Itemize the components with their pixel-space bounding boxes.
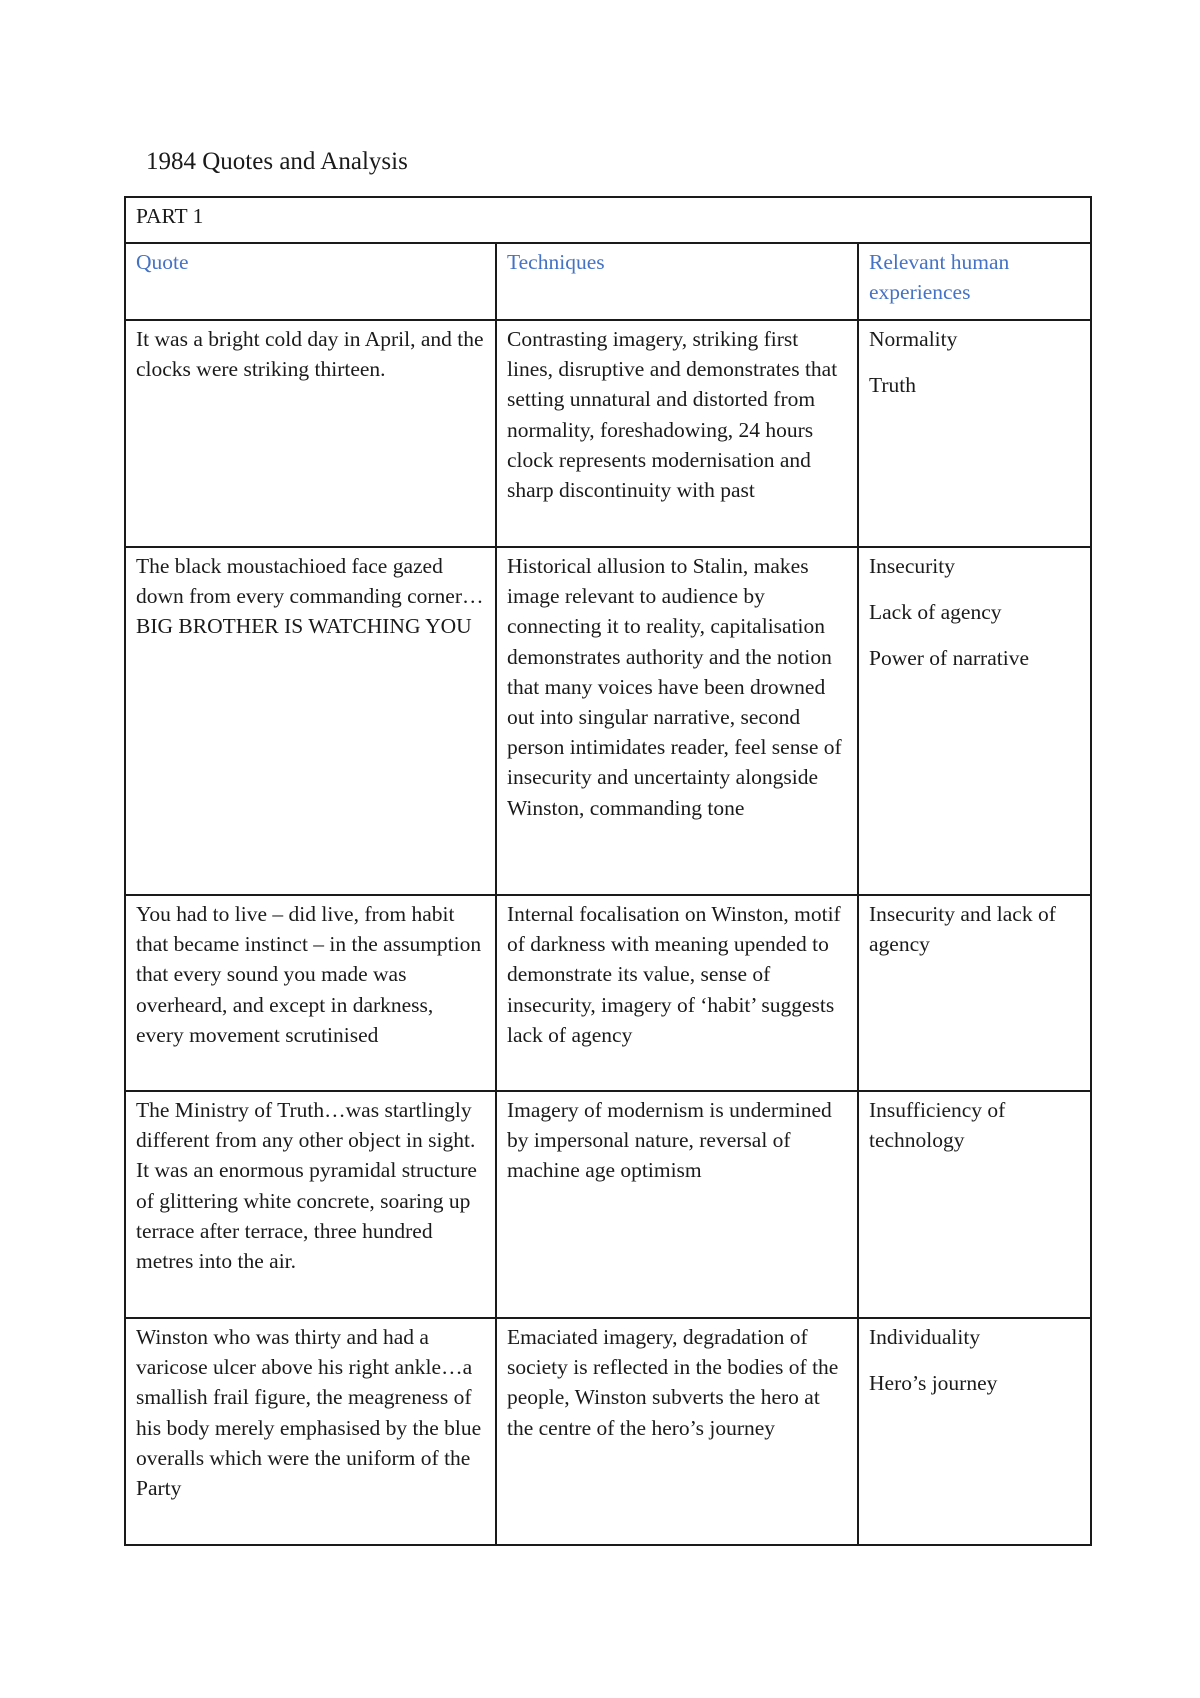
quote-cell: It was a bright cold day in April, and the clocks were striking thirteen. [125, 320, 496, 547]
quote-cell: You had to live – did live, from habit that became instinct – in the assumption that every sound you made was overheard, and except in darkness, every movement scrutinised [125, 895, 496, 1091]
techniques-cell: Imagery of modernism is undermined by impersonal nature, reversal of machine age optimism [496, 1091, 858, 1318]
experiences-cell [858, 1091, 1091, 1318]
experiences-cell [858, 895, 1091, 1091]
quote-cell: The black moustachioed face gazed down from every commanding corner…BIG BROTHER IS WATCHING YOU [125, 547, 496, 895]
quotes-analysis-table [124, 196, 1092, 1546]
table-row [125, 1318, 1091, 1545]
header-quote: Quote [125, 243, 496, 320]
table-row [125, 547, 1091, 895]
table-header-row [125, 243, 1091, 320]
experience-item: Insufficiency of technology [869, 1098, 1006, 1153]
experience-item: Power of narrative [869, 646, 1029, 671]
experiences-cell [858, 1318, 1091, 1545]
experience-item: Truth [869, 373, 917, 398]
header-experiences: Relevant human experiences [858, 243, 1091, 320]
part-label: PART 1 [125, 197, 1091, 243]
techniques-cell: Internal focalisation on Winston, motif of darkness with meaning upended to demonstrate its value, sense of insecurity, imagery of ‘habit’ suggests lack of agency [496, 895, 858, 1091]
part-row [125, 197, 1091, 243]
table-row [125, 320, 1091, 547]
table-row [125, 1091, 1091, 1318]
techniques-cell: Contrasting imagery, striking first lines, disruptive and demonstrates that setting unnatural and distorted from normality, foreshadowing, 24 hours clock represents modernisation and sharp discontinuity with past [496, 320, 858, 547]
experience-item: Hero’s journey [869, 1371, 998, 1396]
experience-item: Insecurity [869, 554, 955, 578]
experience-item: Normality [869, 327, 958, 351]
header-techniques: Techniques [496, 243, 858, 320]
quote-cell: The Ministry of Truth…was startlingly different from any other object in sight. It was an enormous pyramidal structure of glittering white concrete, soaring up terrace after terrace, three hundred metres into the air. [125, 1091, 496, 1318]
experiences-cell [858, 320, 1091, 547]
experience-item: Insecurity and lack of agency [869, 902, 1056, 957]
experiences-cell [858, 547, 1091, 895]
page-title: 1984 Quotes and Analysis [146, 148, 408, 175]
table-row [125, 895, 1091, 1091]
quote-cell: Winston who was thirty and had a varicose ulcer above his right ankle…a smallish frail figure, the meagreness of his body merely emphasised by the blue overalls which were the uniform of the Party [125, 1318, 496, 1545]
techniques-cell: Historical allusion to Stalin, makes image relevant to audience by connecting it to reality, capitalisation demonstrates authority and the notion that many voices have been drowned out into singular narrative, second person intimidates reader, feel sense of insecurity and uncertainty alongside Winston, commanding tone [496, 547, 858, 895]
experience-item: Individuality [869, 1325, 981, 1349]
experience-item: Lack of agency [869, 600, 1002, 625]
techniques-cell: Emaciated imagery, degradation of society is reflected in the bodies of the people, Winston subverts the hero at the centre of the hero’s journey [496, 1318, 858, 1545]
